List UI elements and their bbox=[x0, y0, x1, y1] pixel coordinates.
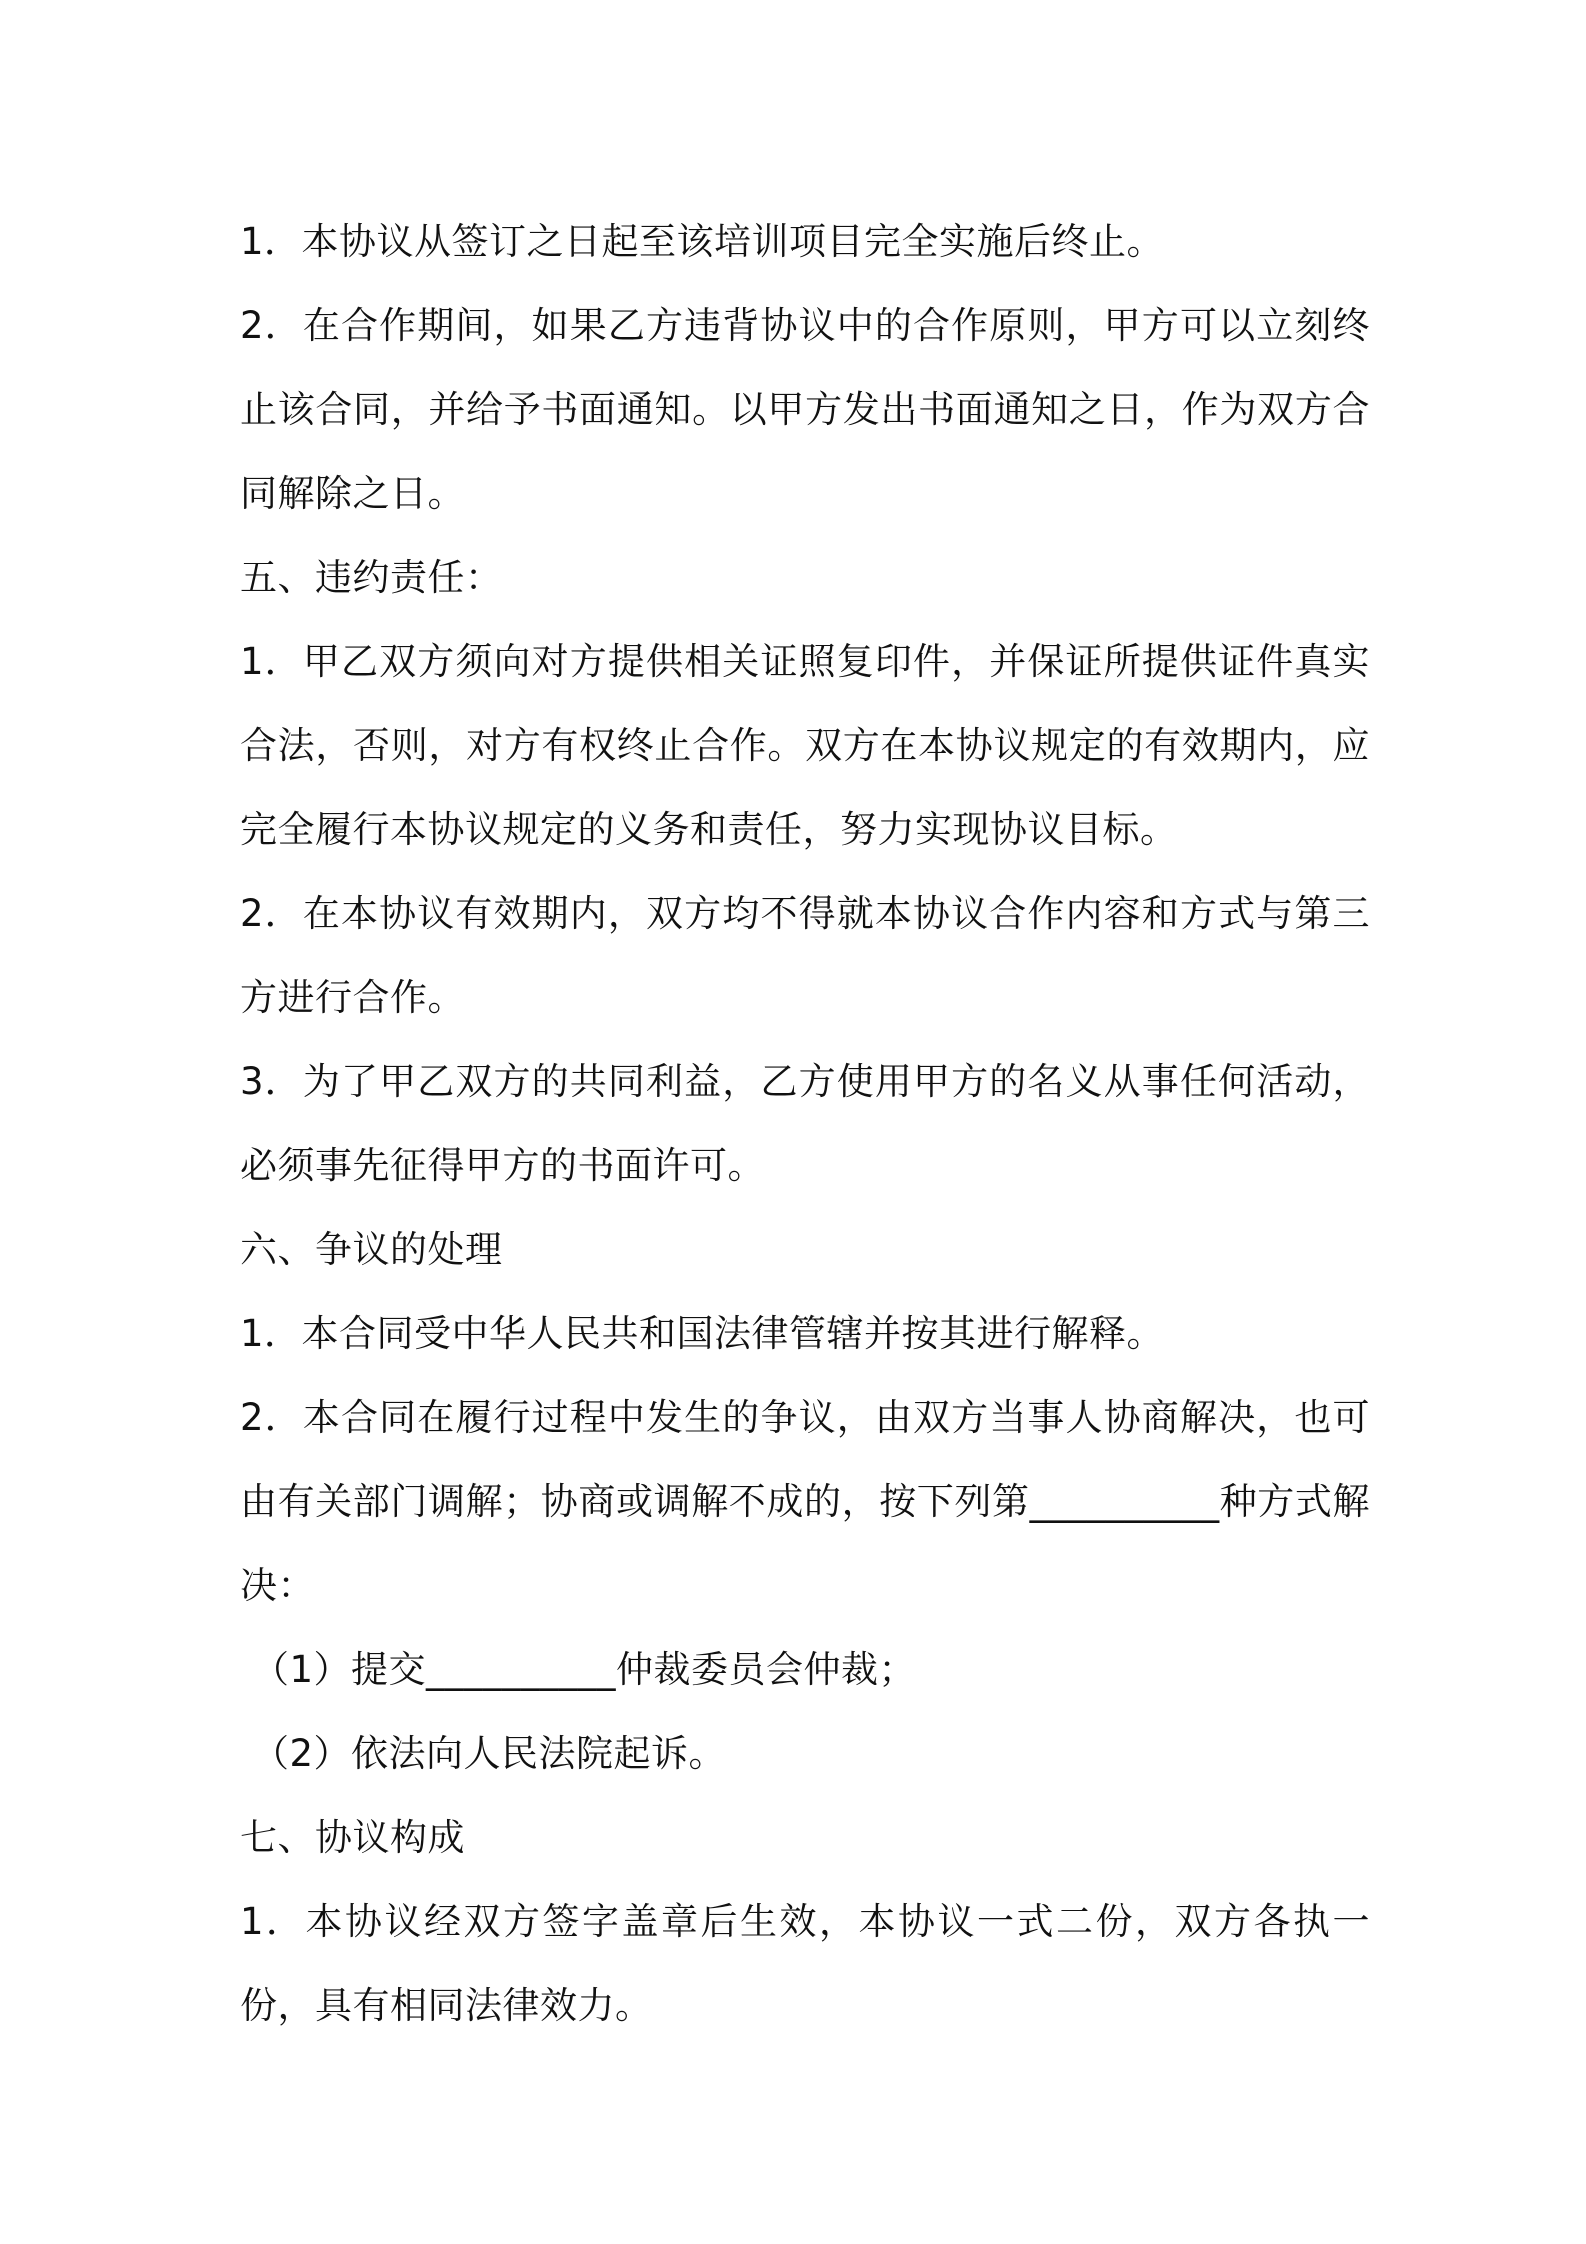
section-heading-breach-liability: 五、违约责任： bbox=[240, 556, 503, 599]
clause-breach-1: 1．甲乙双方须向对方提供相关证照复印件，并保证所提供证件真实合法，否则，对方有权终止合作。双方在本协议规定的有效期内，应完全履行本协议规定的义务和责任，努力实现协议目标。 bbox=[240, 640, 1370, 851]
section-heading-dispute: 六、争议的处理 bbox=[240, 1228, 503, 1271]
dispute-option-litigation: （2）依法向人民法院起诉。 bbox=[252, 1732, 727, 1775]
clause-dispute-2: 2．本合同在履行过程中发生的争议，由双方当事人协商解决，也可由有关部门调解；协商或调解不成的，按下列第__________种方式解决： bbox=[240, 1396, 1370, 1607]
clause-termination-2: 2．在合作期间，如果乙方违背协议中的合作原则，甲方可以立刻终止该合同，并给予书面通知。以甲方发出书面通知之日，作为双方合同解除之日。 bbox=[240, 304, 1370, 515]
clause-breach-2: 2．在本协议有效期内，双方均不得就本协议合作内容和方式与第三方进行合作。 bbox=[240, 892, 1370, 1019]
clause-breach-3: 3．为了甲乙双方的共同利益，乙方使用甲方的名义从事任何活动，必须事先征得甲方的书面许可。 bbox=[240, 1060, 1370, 1187]
clause-composition-1: 1．本协议经双方签字盖章后生效，本协议一式二份，双方各执一份，具有相同法律效力。 bbox=[240, 1900, 1370, 2027]
clause-termination-1: 1．本协议从签订之日起至该培训项目完全实施后终止。 bbox=[240, 220, 1165, 263]
document-body bbox=[240, 200, 1370, 2048]
clause-dispute-1: 1．本合同受中华人民共和国法律管辖并按其进行解释。 bbox=[240, 1312, 1165, 1355]
dispute-option-arbitration: （1）提交__________仲裁委员会仲裁； bbox=[252, 1648, 917, 1691]
section-heading-agreement-composition: 七、协议构成 bbox=[240, 1816, 465, 1859]
